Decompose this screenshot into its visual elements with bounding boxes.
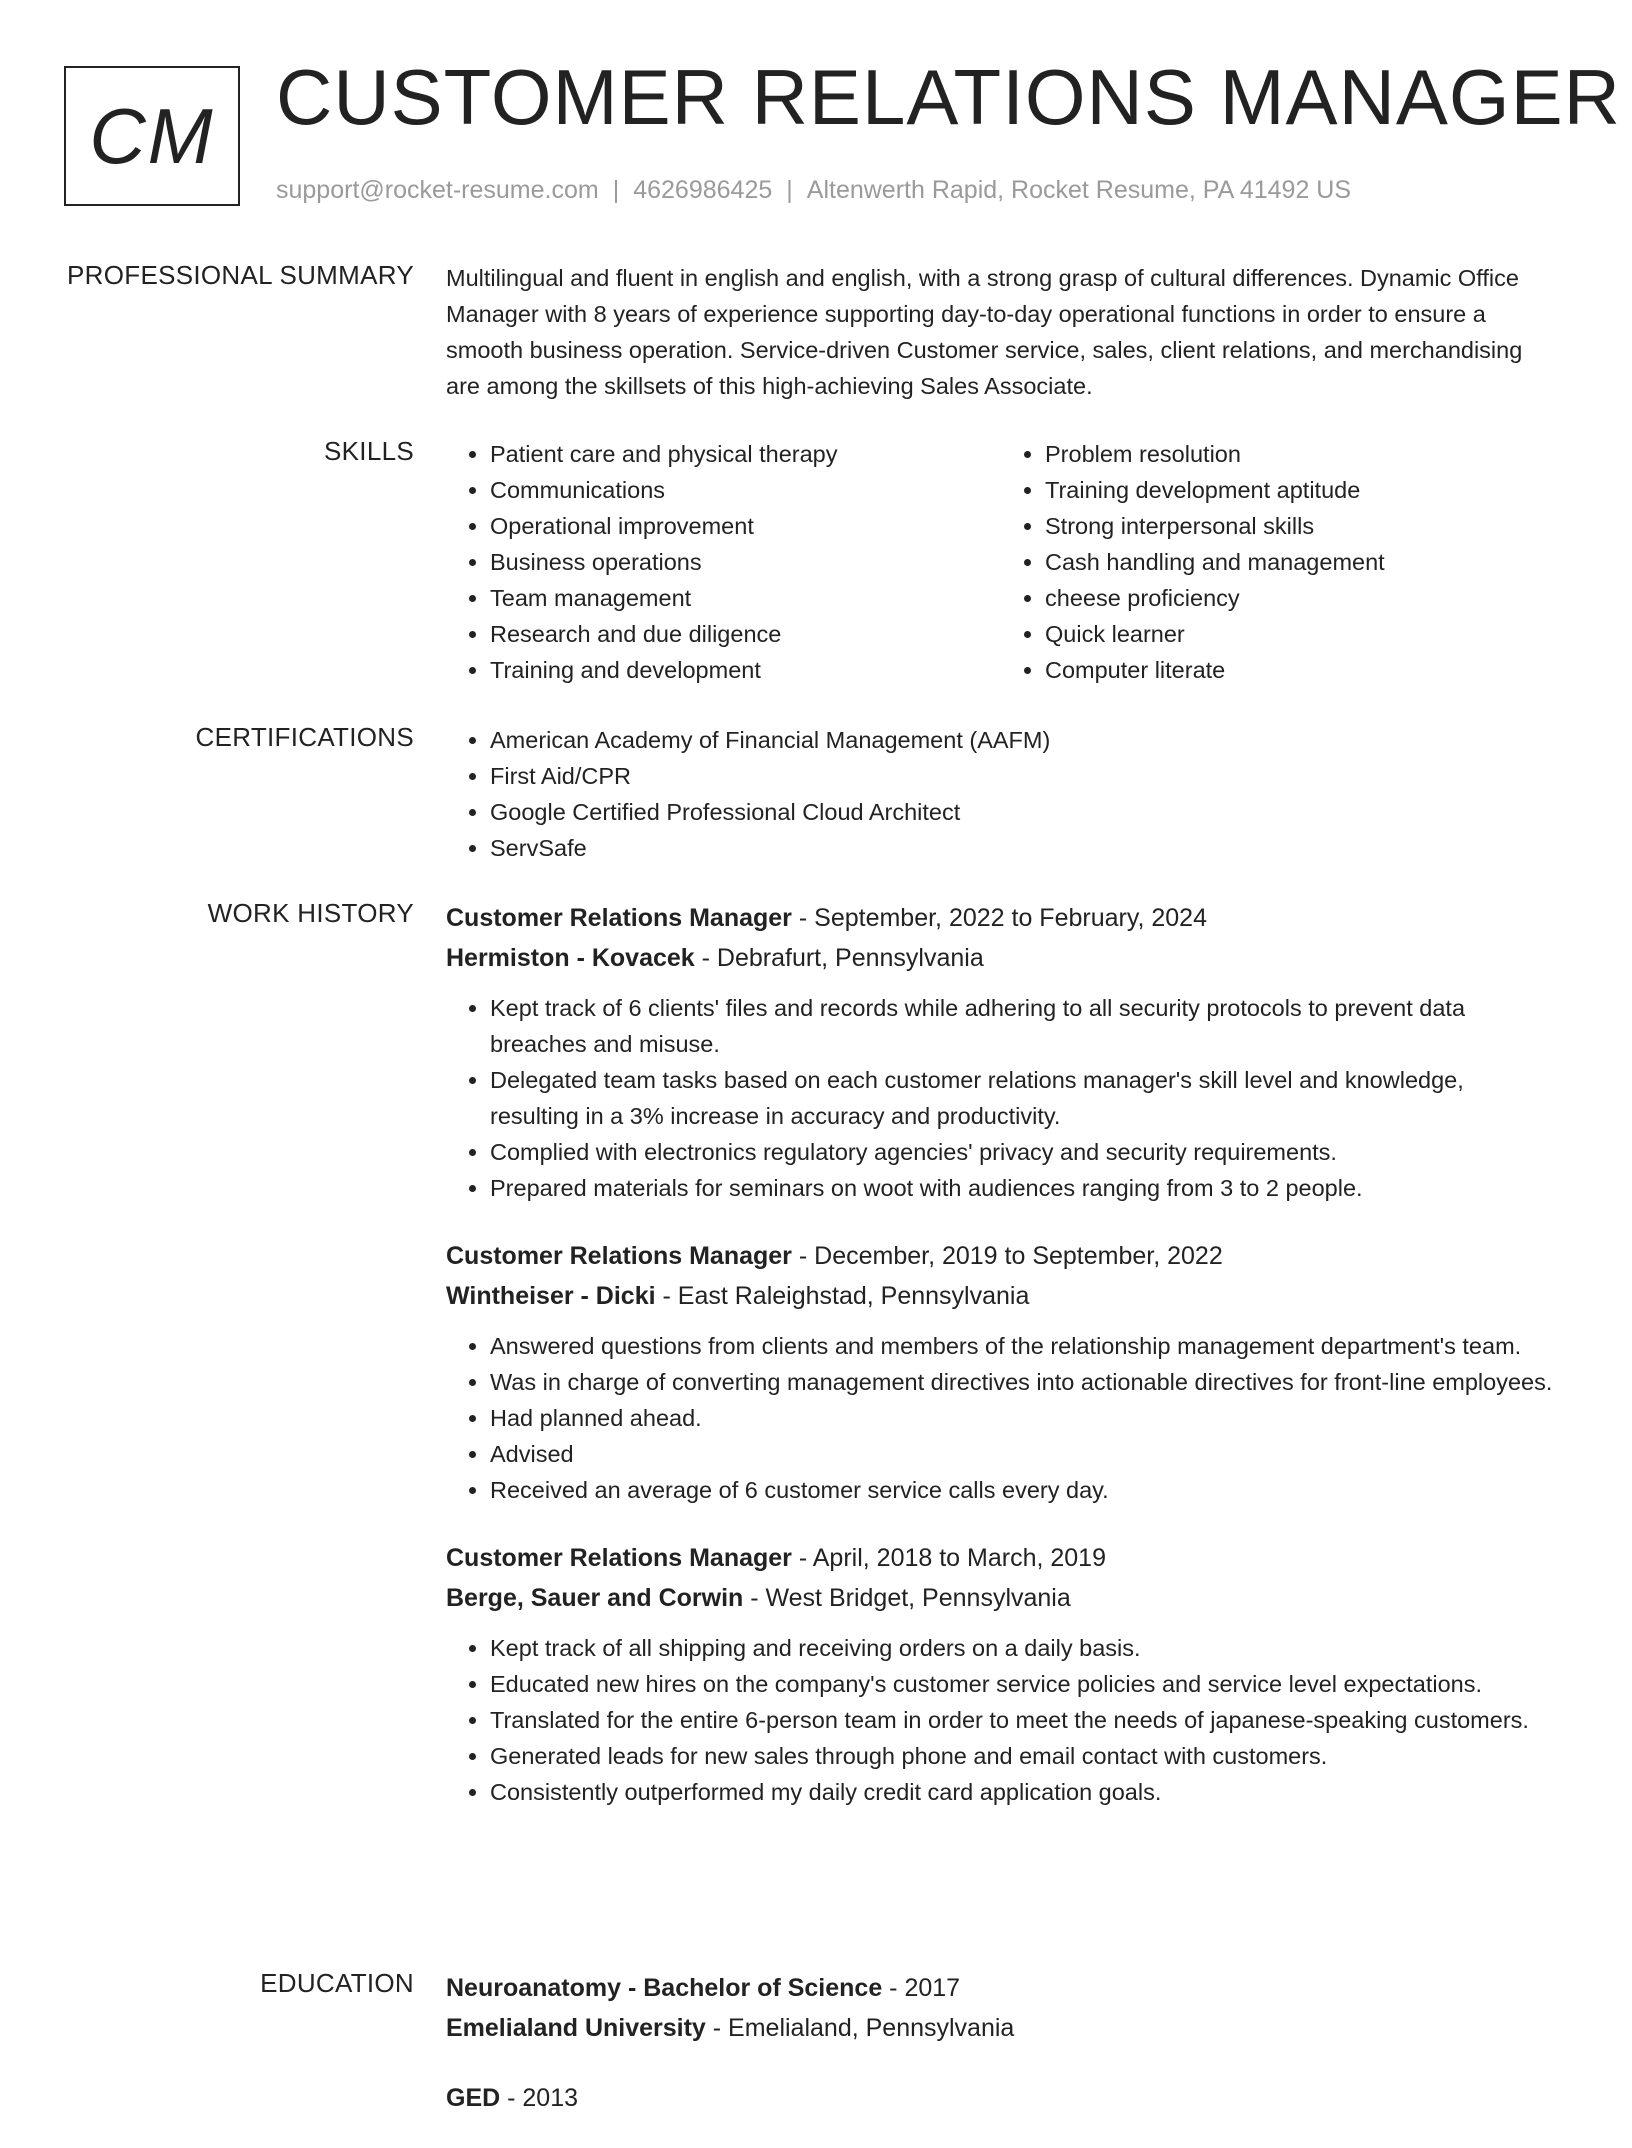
education-degree-line [446, 1968, 1556, 2008]
education-degree: Neuroanatomy - Bachelor of Science [446, 1974, 883, 2002]
skill-item: • Communications [490, 472, 1001, 508]
job-company: Berge, Sauer and Corwin [446, 1584, 744, 1612]
job-bullet: • Prepared materials for seminars on woot with audiences ranging from 3 to 2 people. [490, 1170, 1556, 1206]
job-company-line [446, 1276, 1556, 1316]
job-bullet: • Translated for the entire 6-person team in order to meet the needs of japanese-speaking customers. [490, 1702, 1556, 1738]
job-location: - Debrafurt, Pennsylvania [694, 944, 984, 972]
skill-item: • Research and due diligence [490, 616, 1001, 652]
section-label: EDUCATION [260, 1968, 414, 1998]
skill-item: • Strong interpersonal skills [1045, 508, 1556, 544]
job-bullets [446, 990, 1556, 1206]
skill-item: • Computer literate [1045, 652, 1556, 688]
contact-separator: | [786, 176, 793, 204]
job-bullet: • Was in charge of converting management directives into actionable directives for front-line employees. [490, 1364, 1556, 1400]
section-label: WORK HISTORY [207, 898, 414, 928]
contact-line [276, 176, 1351, 205]
job-company-line [446, 938, 1556, 978]
job-dates: - December, 2019 to September, 2022 [791, 1242, 1223, 1270]
education-location: - Emelialand, Pennsylvania [705, 2014, 1015, 2042]
job-title: Customer Relations Manager [446, 1242, 792, 1270]
job-bullet: • Generated leads for new sales through phone and email contact with customers. [490, 1738, 1556, 1774]
skill-item: • Operational improvement [490, 508, 1001, 544]
certification-item: • American Academy of Financial Management (AAFM) [490, 722, 1556, 758]
education-year: - 2013 [500, 2084, 579, 2112]
job-bullets [446, 1328, 1556, 1508]
contact-address: Altenwerth Rapid, Rocket Resume, PA 41492 US [806, 176, 1352, 204]
skill-item: • Problem resolution [1045, 436, 1556, 472]
job-bullet: • Had planned ahead. [490, 1400, 1556, 1436]
skill-item: • Quick learner [1045, 616, 1556, 652]
certification-item: • Google Certified Professional Cloud Architect [490, 794, 1556, 830]
job-bullet: • Delegated team tasks based on each customer relations manager's skill level and knowledge, resulting in a 3% increase in accuracy and productivity. [490, 1062, 1556, 1134]
certifications-list [446, 722, 1556, 866]
skill-item: • cheese proficiency [1045, 580, 1556, 616]
job-bullets [446, 1630, 1556, 1810]
job-company: Hermiston - Kovacek [446, 944, 695, 972]
job-title-line [446, 1538, 1556, 1578]
contact-email: support@rocket-resume.com [276, 176, 599, 204]
certification-item: • ServSafe [490, 830, 1556, 866]
job-bullet: • Answered questions from clients and members of the relationship management department's team. [490, 1328, 1556, 1364]
job-bullet: • Kept track of 6 clients' files and records while adhering to all security protocols to prevent data breaches and misuse. [490, 990, 1556, 1062]
skill-item: • Team management [490, 580, 1001, 616]
job-title: Customer Relations Manager [446, 1544, 792, 1572]
skill-item: • Cash handling and management [1045, 544, 1556, 580]
job-bullet: • Advised [490, 1436, 1556, 1472]
job-bullet: • Kept track of all shipping and receiving orders on a daily basis. [490, 1630, 1556, 1666]
job-dates: - September, 2022 to February, 2024 [791, 904, 1207, 932]
job-bullet: • Consistently outperformed my daily credit card application goals. [490, 1774, 1556, 1810]
skill-item: • Training development aptitude [1045, 472, 1556, 508]
job-entry [446, 1538, 1556, 1810]
job-title-line [446, 898, 1556, 938]
skills-column-1 [446, 436, 1001, 688]
summary-text: Multilingual and fluent in english and english, with a strong grasp of cultural differences. Dynamic Office Manager with 8 years of experience supporting day-to-day operational functions in order to ensure a smooth business operation. Service-driven Customer service, sales, client relations, and merchandising are among the skillsets of this high-achieving Sales Associate. [446, 265, 1523, 399]
job-bullet: • Educated new hires on the company's customer service policies and service level expectations. [490, 1666, 1556, 1702]
section-label: SKILLS [324, 436, 414, 466]
job-entry [446, 1236, 1556, 1508]
job-location: - East Raleighstad, Pennsylvania [655, 1282, 1030, 1310]
education-school: Emelialand University [446, 2014, 706, 2042]
education-school-line [446, 2008, 1556, 2048]
job-title-line [446, 1236, 1556, 1276]
job-company-line [446, 1578, 1556, 1618]
job-location: - West Bridget, Pennsylvania [743, 1584, 1071, 1612]
initials-monogram: CM [64, 66, 240, 206]
skill-item: • Patient care and physical therapy [490, 436, 1001, 472]
skill-item: • Business operations [490, 544, 1001, 580]
education-year: - 2017 [882, 1974, 961, 2002]
education-entry [446, 1968, 1556, 2048]
job-bullet: • Complied with electronics regulatory agencies' privacy and security requirements. [490, 1134, 1556, 1170]
education-entry [446, 2078, 1556, 2118]
skill-item: • Training and development [490, 652, 1001, 688]
job-dates: - April, 2018 to March, 2019 [791, 1544, 1106, 1572]
job-title: Customer Relations Manager [446, 904, 792, 932]
job-bullet: • Received an average of 6 customer service calls every day. [490, 1472, 1556, 1508]
page-title: CUSTOMER RELATIONS MANAGER [276, 53, 1621, 141]
job-company: Wintheiser - Dicki [446, 1282, 656, 1310]
certification-item: • First Aid/CPR [490, 758, 1556, 794]
contact-phone: 4626986425 [633, 176, 773, 204]
section-label: PROFESSIONAL SUMMARY [67, 260, 414, 290]
job-entry [446, 898, 1556, 1206]
education-degree: GED [446, 2084, 501, 2112]
contact-separator: | [612, 176, 620, 204]
section-label: CERTIFICATIONS [195, 722, 414, 752]
skills-column-2 [1001, 436, 1556, 688]
education-degree-line [446, 2078, 1556, 2118]
